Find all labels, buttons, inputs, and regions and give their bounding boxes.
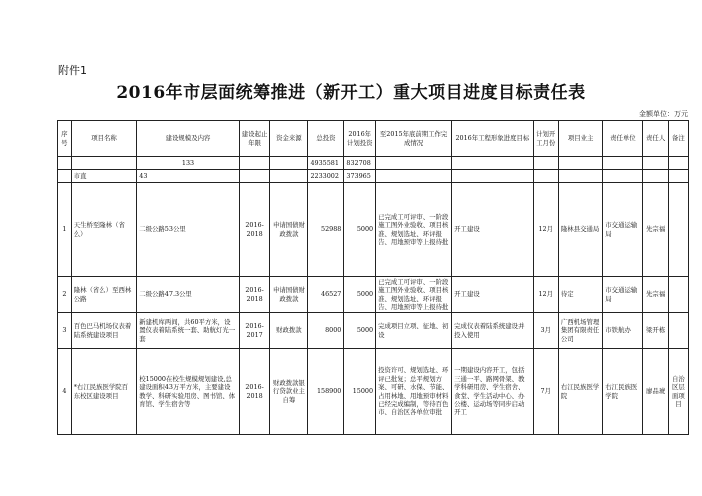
table-cell [603, 170, 643, 183]
table-cell [643, 157, 668, 170]
page-title: 2016年市层面统筹推进（新开工）重大项目进度目标责任表 [116, 83, 586, 103]
table-cell [376, 157, 452, 170]
header-cell: 序号 [58, 121, 72, 157]
progress-target: 开工建设 [452, 183, 533, 277]
progress-target: 一期建设内容开工，包括三通一平、路网骨架、教学科研用房、学生宿舍、食堂、学生活动中心、办公楼、运动场等同步启动开工 [452, 349, 533, 435]
progress-target: 完成仪表着陆系统建设并投入使用 [452, 313, 533, 349]
table-cell [533, 157, 558, 170]
note [668, 277, 688, 313]
table-row [58, 183, 689, 277]
project-name: 隆林（省么）至西林公路 [71, 277, 137, 313]
header-cell: 责任人 [643, 121, 668, 157]
table-cell [643, 170, 668, 183]
plan-investment: 5000 [344, 277, 376, 313]
project-years: 2016-2017 [239, 313, 270, 349]
start-month: 12月 [533, 277, 558, 313]
responsible-dept: 市交通运输局 [603, 277, 643, 313]
table-cell [533, 170, 558, 183]
header-cell: 2016年工程形象进度目标 [452, 121, 533, 157]
progress-target: 开工建设 [452, 277, 533, 313]
project-owner: 广西机场管理集团有限责任公司 [558, 313, 602, 349]
prework-status: 投资许可、规划选址、环评已批复；总平规划方案、可研、水保、节能、占用林地、用地预审材料已经完成编制，等待百色市、自治区各单位审批 [376, 349, 452, 435]
total-investment: 46527 [308, 277, 344, 313]
header-cell: 计划开工月份 [533, 121, 558, 157]
attachment-label: 附件1 [58, 64, 87, 77]
start-month: 3月 [533, 313, 558, 349]
project-owner: 待定 [558, 277, 602, 313]
start-month: 12月 [533, 183, 558, 277]
project-scale: 校15000在校生规模规划建设,总建设面积43万平方米，主要建设教学、科研实验用房、图书馆、体育馆、学生宿舍等 [137, 349, 240, 435]
table-cell [239, 170, 270, 183]
table-cell [558, 157, 602, 170]
project-years: 2016-2018 [239, 183, 270, 277]
project-scale: 新建机库两间，共60平方米，设置仪表着陆系统一套、助航灯光一套 [137, 313, 240, 349]
header-cell: 项目名称 [71, 121, 137, 157]
table-cell [452, 170, 533, 183]
row-number: 2 [58, 277, 72, 313]
table-cell [270, 170, 308, 183]
total-investment: 8000 [308, 313, 344, 349]
table-header-row [58, 121, 689, 157]
header-cell: 总投资 [308, 121, 344, 157]
total-investment: 158900 [308, 349, 344, 435]
note: 自治区层面项目 [668, 349, 688, 435]
table-cell [558, 170, 602, 183]
table-cell [452, 157, 533, 170]
prework-status: 已完成工可评审、一阶段施工图外业验收、项目核准、规划选址、环评报告、用地预审等上报待批 [376, 183, 452, 277]
table-cell: 4935581 [308, 157, 344, 170]
project-name: *右江民族医学院百东校区建设项目 [71, 349, 137, 435]
table-cell [71, 157, 137, 170]
fund-source: 财政拨款银行贷款业主自筹 [270, 349, 308, 435]
table-cell: 832708 [344, 157, 376, 170]
responsible-person: 先宗福 [643, 183, 668, 277]
header-cell: 项目业主 [558, 121, 602, 157]
table-cell [270, 157, 308, 170]
project-scale: 二级公路53公里 [137, 183, 240, 277]
total-investment: 52988 [308, 183, 344, 277]
responsible-person: 廖品琥 [643, 349, 668, 435]
header-cell: 建设起止年限 [239, 121, 270, 157]
table-cell: 市直 [71, 170, 137, 183]
plan-investment: 15000 [344, 349, 376, 435]
fund-source: 申请国债财政拨款 [270, 183, 308, 277]
summary-row-city [58, 170, 689, 183]
header-cell: 2016年计划投资 [344, 121, 376, 157]
row-number: 4 [58, 349, 72, 435]
table-row [58, 277, 689, 313]
plan-investment: 5000 [344, 313, 376, 349]
responsible-person: 梁开栋 [643, 313, 668, 349]
table-cell [239, 157, 270, 170]
table-cell [668, 157, 688, 170]
table-cell: 373965 [344, 170, 376, 183]
fund-source: 申请国债财政拨款 [270, 277, 308, 313]
row-number: 3 [58, 313, 72, 349]
prework-status: 完成项目立项、征地、初设 [376, 313, 452, 349]
project-scale: 二级公路47.3公里 [137, 277, 240, 313]
header-cell: 建设规模及内容 [137, 121, 240, 157]
header-cell: 至2015年底前期工作完成情况 [376, 121, 452, 157]
table-row [58, 313, 689, 349]
responsible-dept: 市铁航办 [603, 313, 643, 349]
header-cell: 责任单位 [603, 121, 643, 157]
note [668, 183, 688, 277]
table-cell: 2233002 [308, 170, 344, 183]
start-month: 7月 [533, 349, 558, 435]
amount-unit: 金额单位：万元 [639, 110, 688, 118]
project-years: 2016-2018 [239, 349, 270, 435]
summary-row-total [58, 157, 689, 170]
plan-investment: 5000 [344, 183, 376, 277]
project-owner: 隆林县交通局 [558, 183, 602, 277]
responsible-dept: 市交通运输局 [603, 183, 643, 277]
table-cell [376, 170, 452, 183]
responsible-dept: 右江民族医学院 [603, 349, 643, 435]
table-cell: 133 [137, 157, 240, 170]
table-cell: 43 [137, 170, 240, 183]
row-number: 1 [58, 183, 72, 277]
project-name: 百色巴马机场仪表着陆系统建设项目 [71, 313, 137, 349]
project-name: 天生桥至隆林（省么） [71, 183, 137, 277]
prework-status: 已完成工可评审、一阶段施工图外业验收、项目核准、规划选址、环评报告、用地预审等上报待批 [376, 277, 452, 313]
project-table [57, 120, 689, 435]
table-cell [603, 157, 643, 170]
table-cell [668, 170, 688, 183]
header-cell: 资金来源 [270, 121, 308, 157]
fund-source: 财政拨款 [270, 313, 308, 349]
table-cell [58, 170, 72, 183]
header-cell: 备注 [668, 121, 688, 157]
note [668, 313, 688, 349]
responsible-person: 先宗福 [643, 277, 668, 313]
table-cell [58, 157, 72, 170]
project-owner: 右江民族医学院 [558, 349, 602, 435]
project-years: 2016-2018 [239, 277, 270, 313]
table-row [58, 349, 689, 435]
